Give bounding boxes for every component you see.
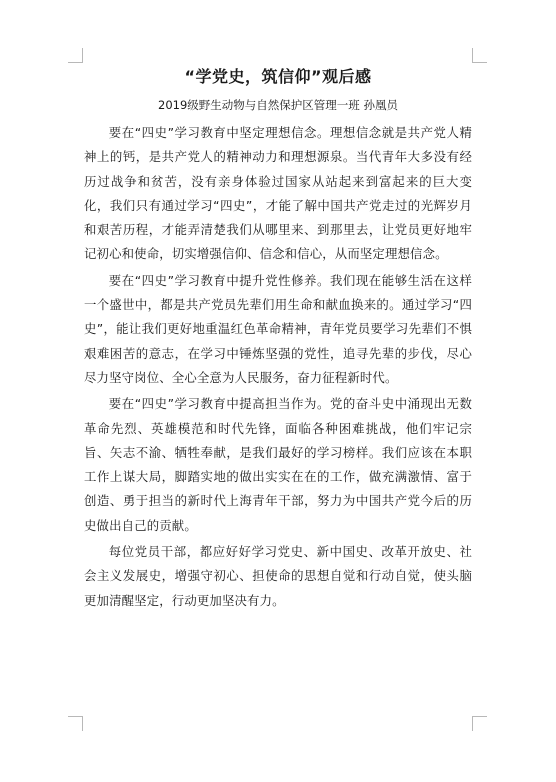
paragraph-ideals: 要在“四史”学习教育中坚定理想信念。理想信念就是共产党人精神上的钙，是共产党人的精神动力和理想源泉。当代青年大多没有经历过战争和贫苦，没有亲身体验过国家从站起来到富起来的巨大变化，我们只有通过学习“四史”，才能了解中国共产党走过的光辉岁月和艰苦历程，才能弄清楚我们从哪里来、到那里去，让党员更好地牢记初心和使命，切实增强信仰、信念和信心，从而坚定理想信念。 <box>84 125 472 262</box>
bottom-right-margin-mark <box>472 716 487 731</box>
paragraph-party-spirit: 要在“四史”学习教育中提升党性修养。我们现在能够生活在这样一个盛世中，都是共产党员先辈们用生命和献血换来的。通过学习“四史”，能让我们更好地重温红色革命精神，青年党员要学习先辈们不惧艰难困苦的意志，在学习中锤炼坚强的党性，追寻先辈的步伐，尽心尽力坚守岗位、全心全意为人民服务，奋力征程新时代。 <box>84 272 472 385</box>
bottom-left-margin-mark <box>68 716 83 731</box>
top-left-margin-mark <box>68 48 83 63</box>
paragraph-conclusion: 每位党员干部，都应好好学习党史、新中国史、改革开放史、社会主义发展史，增强守初心、担使命的思想自觉和行动自觉，使头脑更加清醒坚定，行动更加坚决有力。 <box>84 544 472 608</box>
paragraph-responsibility: 要在“四史”学习教育中提高担当作为。党的奋斗史中涌现出无数革命先烈、英雄模范和时代先锋，面临各种困难挑战，他们牢记宗旨、矢志不渝、牺牲奉献，是我们最好的学习榜样。我们应该在本职工作上谋大局，脚踏实地的做出实实在在的工作，做充满激情、富于创造、勇于担当的新时代上海青年干部，努力为中国共产党今后的历史做出自己的贡献。 <box>84 396 472 533</box>
author-line: 2019级野生动物与自然保护区管理一班 孙凰员 <box>158 98 398 112</box>
top-right-margin-mark <box>472 48 487 63</box>
document-title: “学党史，筑信仰”观后感 <box>184 67 372 86</box>
document-body[interactable] <box>84 66 472 615</box>
